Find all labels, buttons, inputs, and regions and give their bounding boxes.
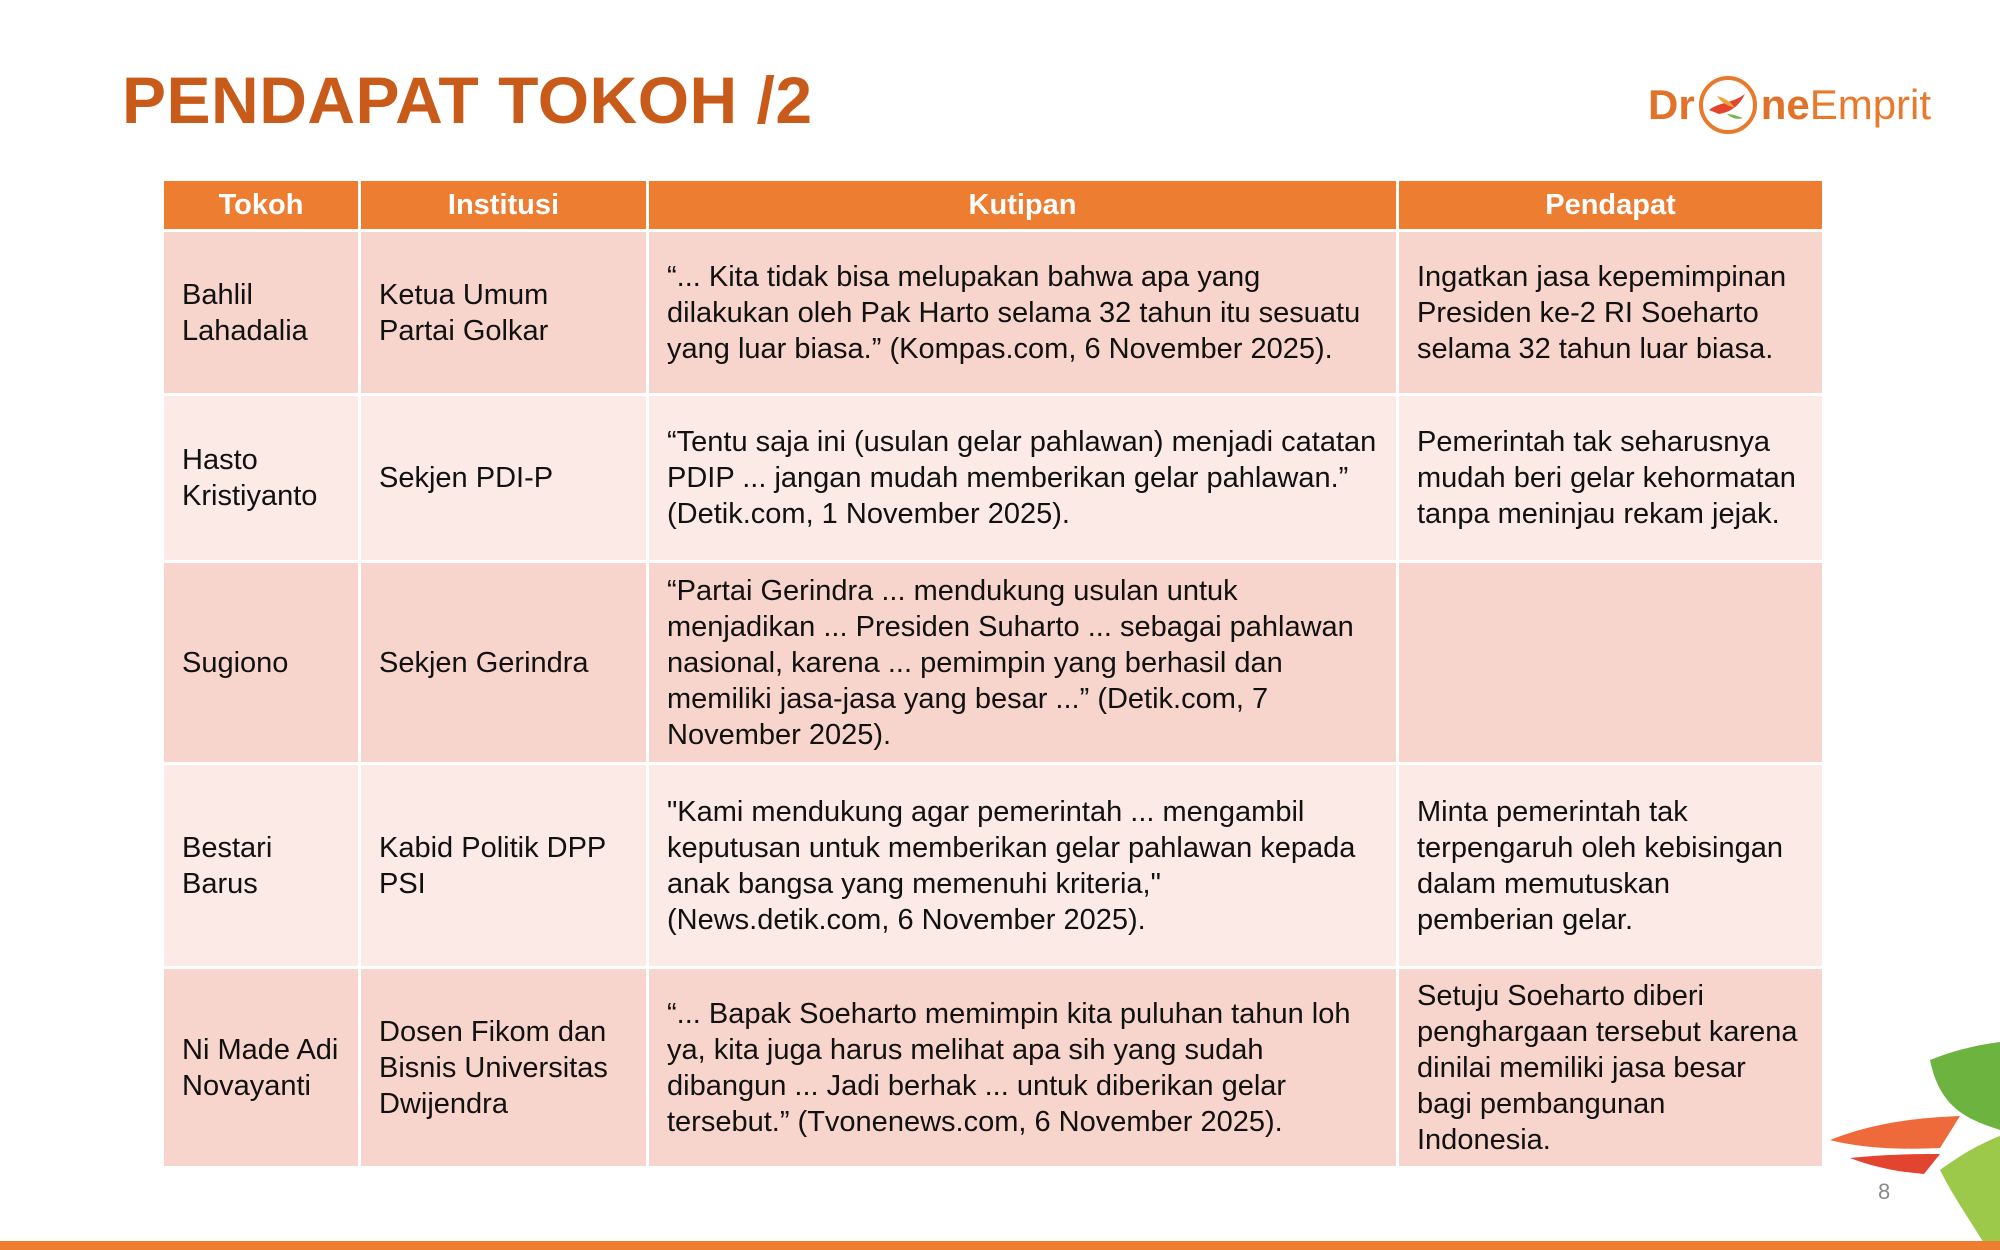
cell-tokoh: Hasto Kristiyanto	[163, 395, 360, 562]
cell-kutipan: “Tentu saja ini (usulan gelar pahlawan) menjadi catatan PDIP ... jangan mudah memberikan gelar pahlawan.” (Detik.com, 1 November 2025).	[648, 395, 1398, 562]
header-tokoh: Tokoh	[163, 180, 360, 231]
header-kutipan: Kutipan	[648, 180, 1398, 231]
header-institusi: Institusi	[360, 180, 648, 231]
bottom-accent-bar	[0, 1241, 2000, 1250]
cell-institusi: Ketua Umum Partai Golkar	[360, 231, 648, 395]
cell-tokoh: Ni Made Adi Novayanti	[163, 968, 360, 1168]
table-row	[163, 395, 1824, 562]
cell-pendapat	[1398, 562, 1824, 764]
drone-bird-icon	[1697, 74, 1759, 136]
cell-tokoh: Sugiono	[163, 562, 360, 764]
cell-kutipan: “Partai Gerindra ... mendukung usulan untuk menjadikan ... Presiden Suharto ... sebagai pahlawan nasional, karena ... pemimpin yang berhasil dan memiliki jasa-jasa yang besar ...” (Detik.com, 7 November 2025).	[648, 562, 1398, 764]
cell-institusi: Sekjen PDI-P	[360, 395, 648, 562]
cell-pendapat: Pemerintah tak seharusnya mudah beri gelar kehormatan tanpa meninjau rekam jejak.	[1398, 395, 1824, 562]
header-pendapat: Pendapat	[1398, 180, 1824, 231]
cell-institusi: Dosen Fikom dan Bisnis Universitas Dwijendra	[360, 968, 648, 1168]
page-number: 8	[1878, 1179, 1891, 1204]
table-row	[163, 231, 1824, 395]
table-row	[163, 764, 1824, 968]
drone-emprit-logo: Dr ne Emprit	[1648, 70, 1931, 140]
cell-institusi: Kabid Politik DPP PSI	[360, 764, 648, 968]
table-row	[163, 968, 1824, 1168]
cell-tokoh: Bahlil Lahadalia	[163, 231, 360, 395]
table-row	[163, 562, 1824, 764]
cell-institusi: Sekjen Gerindra	[360, 562, 648, 764]
decorative-leaf-graphic	[1820, 1040, 2000, 1250]
cell-kutipan: “... Kita tidak bisa melupakan bahwa apa yang dilakukan oleh Pak Harto selama 32 tahun itu sesuatu yang luar biasa.” (Kompas.com, 6 November 2025).	[648, 231, 1398, 395]
cell-pendapat: Ingatkan jasa kepemimpinan Presiden ke-2 RI Soeharto selama 32 tahun luar biasa.	[1398, 231, 1824, 395]
cell-pendapat: Setuju Soeharto diberi penghargaan tersebut karena dinilai memiliki jasa besar bagi pembangunan Indonesia.	[1398, 968, 1824, 1168]
cell-kutipan: "Kami mendukung agar pemerintah ... mengambil keputusan untuk memberikan gelar pahlawan kepada anak bangsa yang memenuhi kriteria," (News.detik.com, 6 November 2025).	[648, 764, 1398, 968]
cell-pendapat: Minta pemerintah tak terpengaruh oleh kebisingan dalam memutuskan pemberian gelar.	[1398, 764, 1824, 968]
opinion-table	[161, 178, 1825, 1169]
table-header-row	[163, 180, 1824, 231]
cell-kutipan: “... Bapak Soeharto memimpin kita puluhan tahun loh ya, kita juga harus melihat apa sih yang sudah dibangun ... Jadi berhak ... untuk diberikan gelar tersebut.” (Tvonenews.com, 6 November 2025).	[648, 968, 1398, 1168]
slide-title: PENDAPAT TOKOH /2	[122, 63, 813, 137]
cell-tokoh: Bestari Barus	[163, 764, 360, 968]
